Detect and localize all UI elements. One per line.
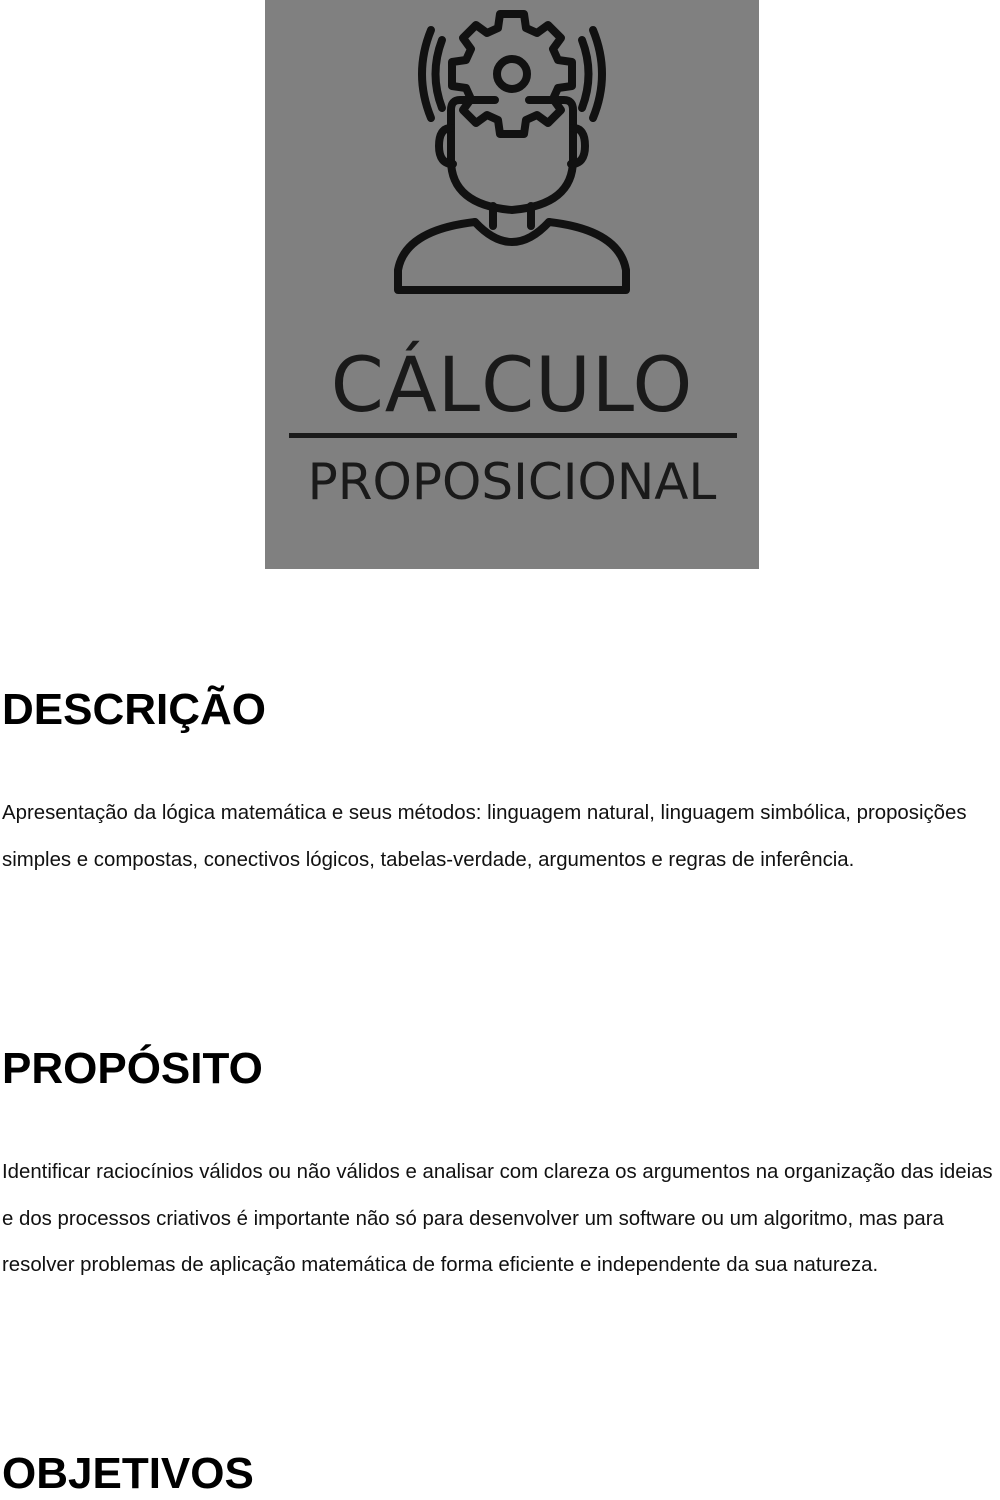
section-heading-objetivos: OBJETIVOS bbox=[2, 1449, 254, 1498]
cover-subtitle: PROPOSICIONAL bbox=[307, 453, 717, 511]
cover-divider bbox=[289, 433, 737, 438]
section-heading-proposito: PROPÓSITO bbox=[2, 1044, 263, 1093]
section-text-descricao: Apresentação da lógica matemática e seus métodos: linguagem natural, linguagem simbólica, proposições simples e compostas, conectivos lógicos, tabelas-verdade, argumentos e regras de inferência. bbox=[2, 802, 967, 871]
section-heading-descricao: DESCRIÇÃO bbox=[2, 685, 267, 734]
section-text-proposito: Identificar raciocínios válidos ou não válidos e analisar com clareza os argumentos na organização das ideias e dos processos criativos é importante não só para desenvolver um software ou um algoritmo, mas para resolver problemas de aplicação matemática de forma eficiente e independente da sua natureza. bbox=[2, 1161, 993, 1276]
cover-title: CÁLCULO bbox=[330, 340, 694, 429]
person-thinking-gear-icon bbox=[265, 0, 759, 330]
cover-image bbox=[265, 0, 759, 569]
